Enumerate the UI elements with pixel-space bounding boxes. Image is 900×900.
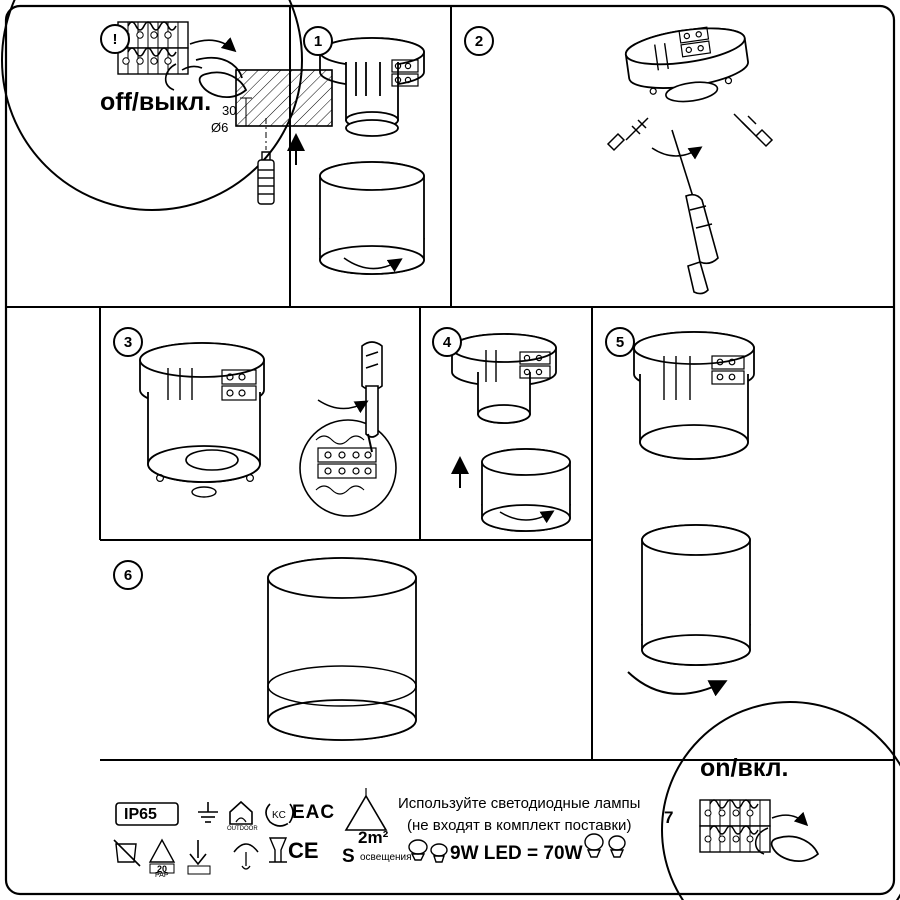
area-caption-label: освещения <box>360 852 412 863</box>
ip-rating-label: IP65 <box>124 806 157 823</box>
step-5-badge <box>605 327 635 357</box>
step-7-number: 7 <box>664 808 674 827</box>
lamp-equivalence-label: 9W LED = 70W <box>450 843 583 864</box>
recycle-code-label: 20 <box>157 864 168 874</box>
step4-figure <box>452 334 570 531</box>
step-2-badge <box>464 26 494 56</box>
ce-mark-label: CE <box>288 838 319 863</box>
step-3-number: 3 <box>123 333 133 351</box>
step-warning-number: ! <box>112 30 118 48</box>
area-symbol-label: S <box>342 846 355 867</box>
step2-figure <box>236 22 772 293</box>
svg-text:KC: KC <box>272 810 286 821</box>
outdoor-label: OUTDOOR <box>227 826 258 832</box>
lamp-instruction-line1: Используйте светодиодные лампы <box>398 795 641 812</box>
step7-figure <box>662 702 900 900</box>
lamp-instruction-line2: (не входят в комплект поставки) <box>407 817 632 834</box>
step-warning-badge <box>100 24 130 54</box>
step6-figure <box>268 558 416 740</box>
dim-depth-label: 30 <box>222 103 237 118</box>
warning-terminal-block <box>118 22 246 97</box>
dim-hole-label: Ø6 <box>211 120 229 135</box>
step-6-badge <box>113 560 143 590</box>
step5-figure <box>628 332 754 694</box>
step3-figure <box>140 342 396 516</box>
step-1-badge <box>303 26 333 56</box>
area-value-label: 2m² <box>358 828 389 847</box>
step-1-number: 1 <box>313 32 323 50</box>
step-5-number: 5 <box>615 333 625 351</box>
power-off-label: off/выкл. <box>100 88 212 116</box>
step-3-badge <box>113 327 143 357</box>
step-4-badge <box>432 327 462 357</box>
step-6-number: 6 <box>123 566 133 584</box>
eac-mark-label: EAC <box>292 802 336 823</box>
step-4-number: 4 <box>442 333 452 351</box>
power-on-label: on/вкл. <box>700 754 789 782</box>
recycle-material-label: PAP <box>155 872 169 879</box>
step-2-number: 2 <box>474 32 484 50</box>
